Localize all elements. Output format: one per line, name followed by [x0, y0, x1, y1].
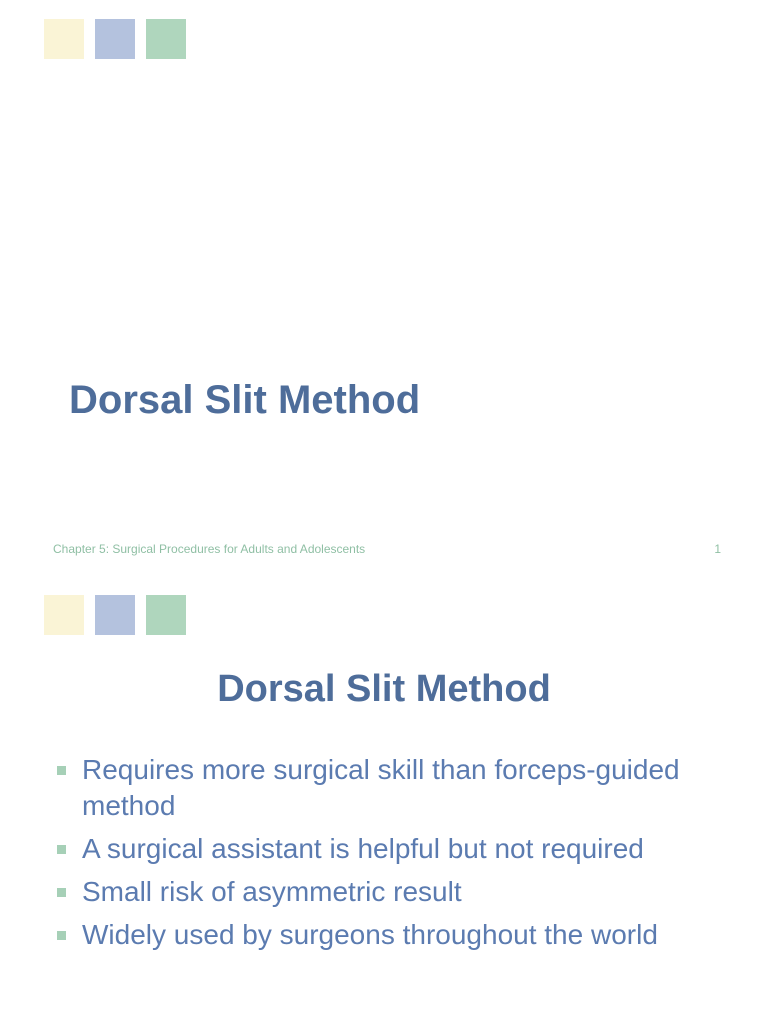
- list-item: [55, 752, 735, 824]
- bullet-list: [55, 752, 735, 960]
- bullet-square-icon: [57, 888, 66, 897]
- content-slide: [0, 576, 768, 1024]
- bullet-text: A surgical assistant is helpful but not required: [82, 833, 644, 864]
- slide-title: Dorsal Slit Method: [217, 668, 551, 710]
- slide-title: Dorsal Slit Method: [69, 378, 421, 422]
- bullet-square-icon: [57, 766, 66, 775]
- decorative-square-blue: [95, 19, 135, 59]
- decorative-square-green: [146, 595, 186, 635]
- decorative-square-yellow: [44, 19, 84, 59]
- decorative-square-yellow: [44, 595, 84, 635]
- bullet-square-icon: [57, 845, 66, 854]
- bullet-text: Widely used by surgeons throughout the world: [82, 919, 658, 950]
- decorative-square-green: [146, 19, 186, 59]
- list-item: [55, 831, 735, 867]
- page-number: 1: [714, 542, 721, 556]
- bullet-square-icon: [57, 931, 66, 940]
- decorative-square-blue: [95, 595, 135, 635]
- list-item: [55, 917, 735, 953]
- bullet-text: Small risk of asymmetric result: [82, 876, 462, 907]
- list-item: [55, 874, 735, 910]
- slide-footer: Chapter 5: Surgical Procedures for Adults and Adolescents: [53, 542, 366, 556]
- bullet-text: Requires more surgical skill than forceps-guided method: [82, 754, 680, 821]
